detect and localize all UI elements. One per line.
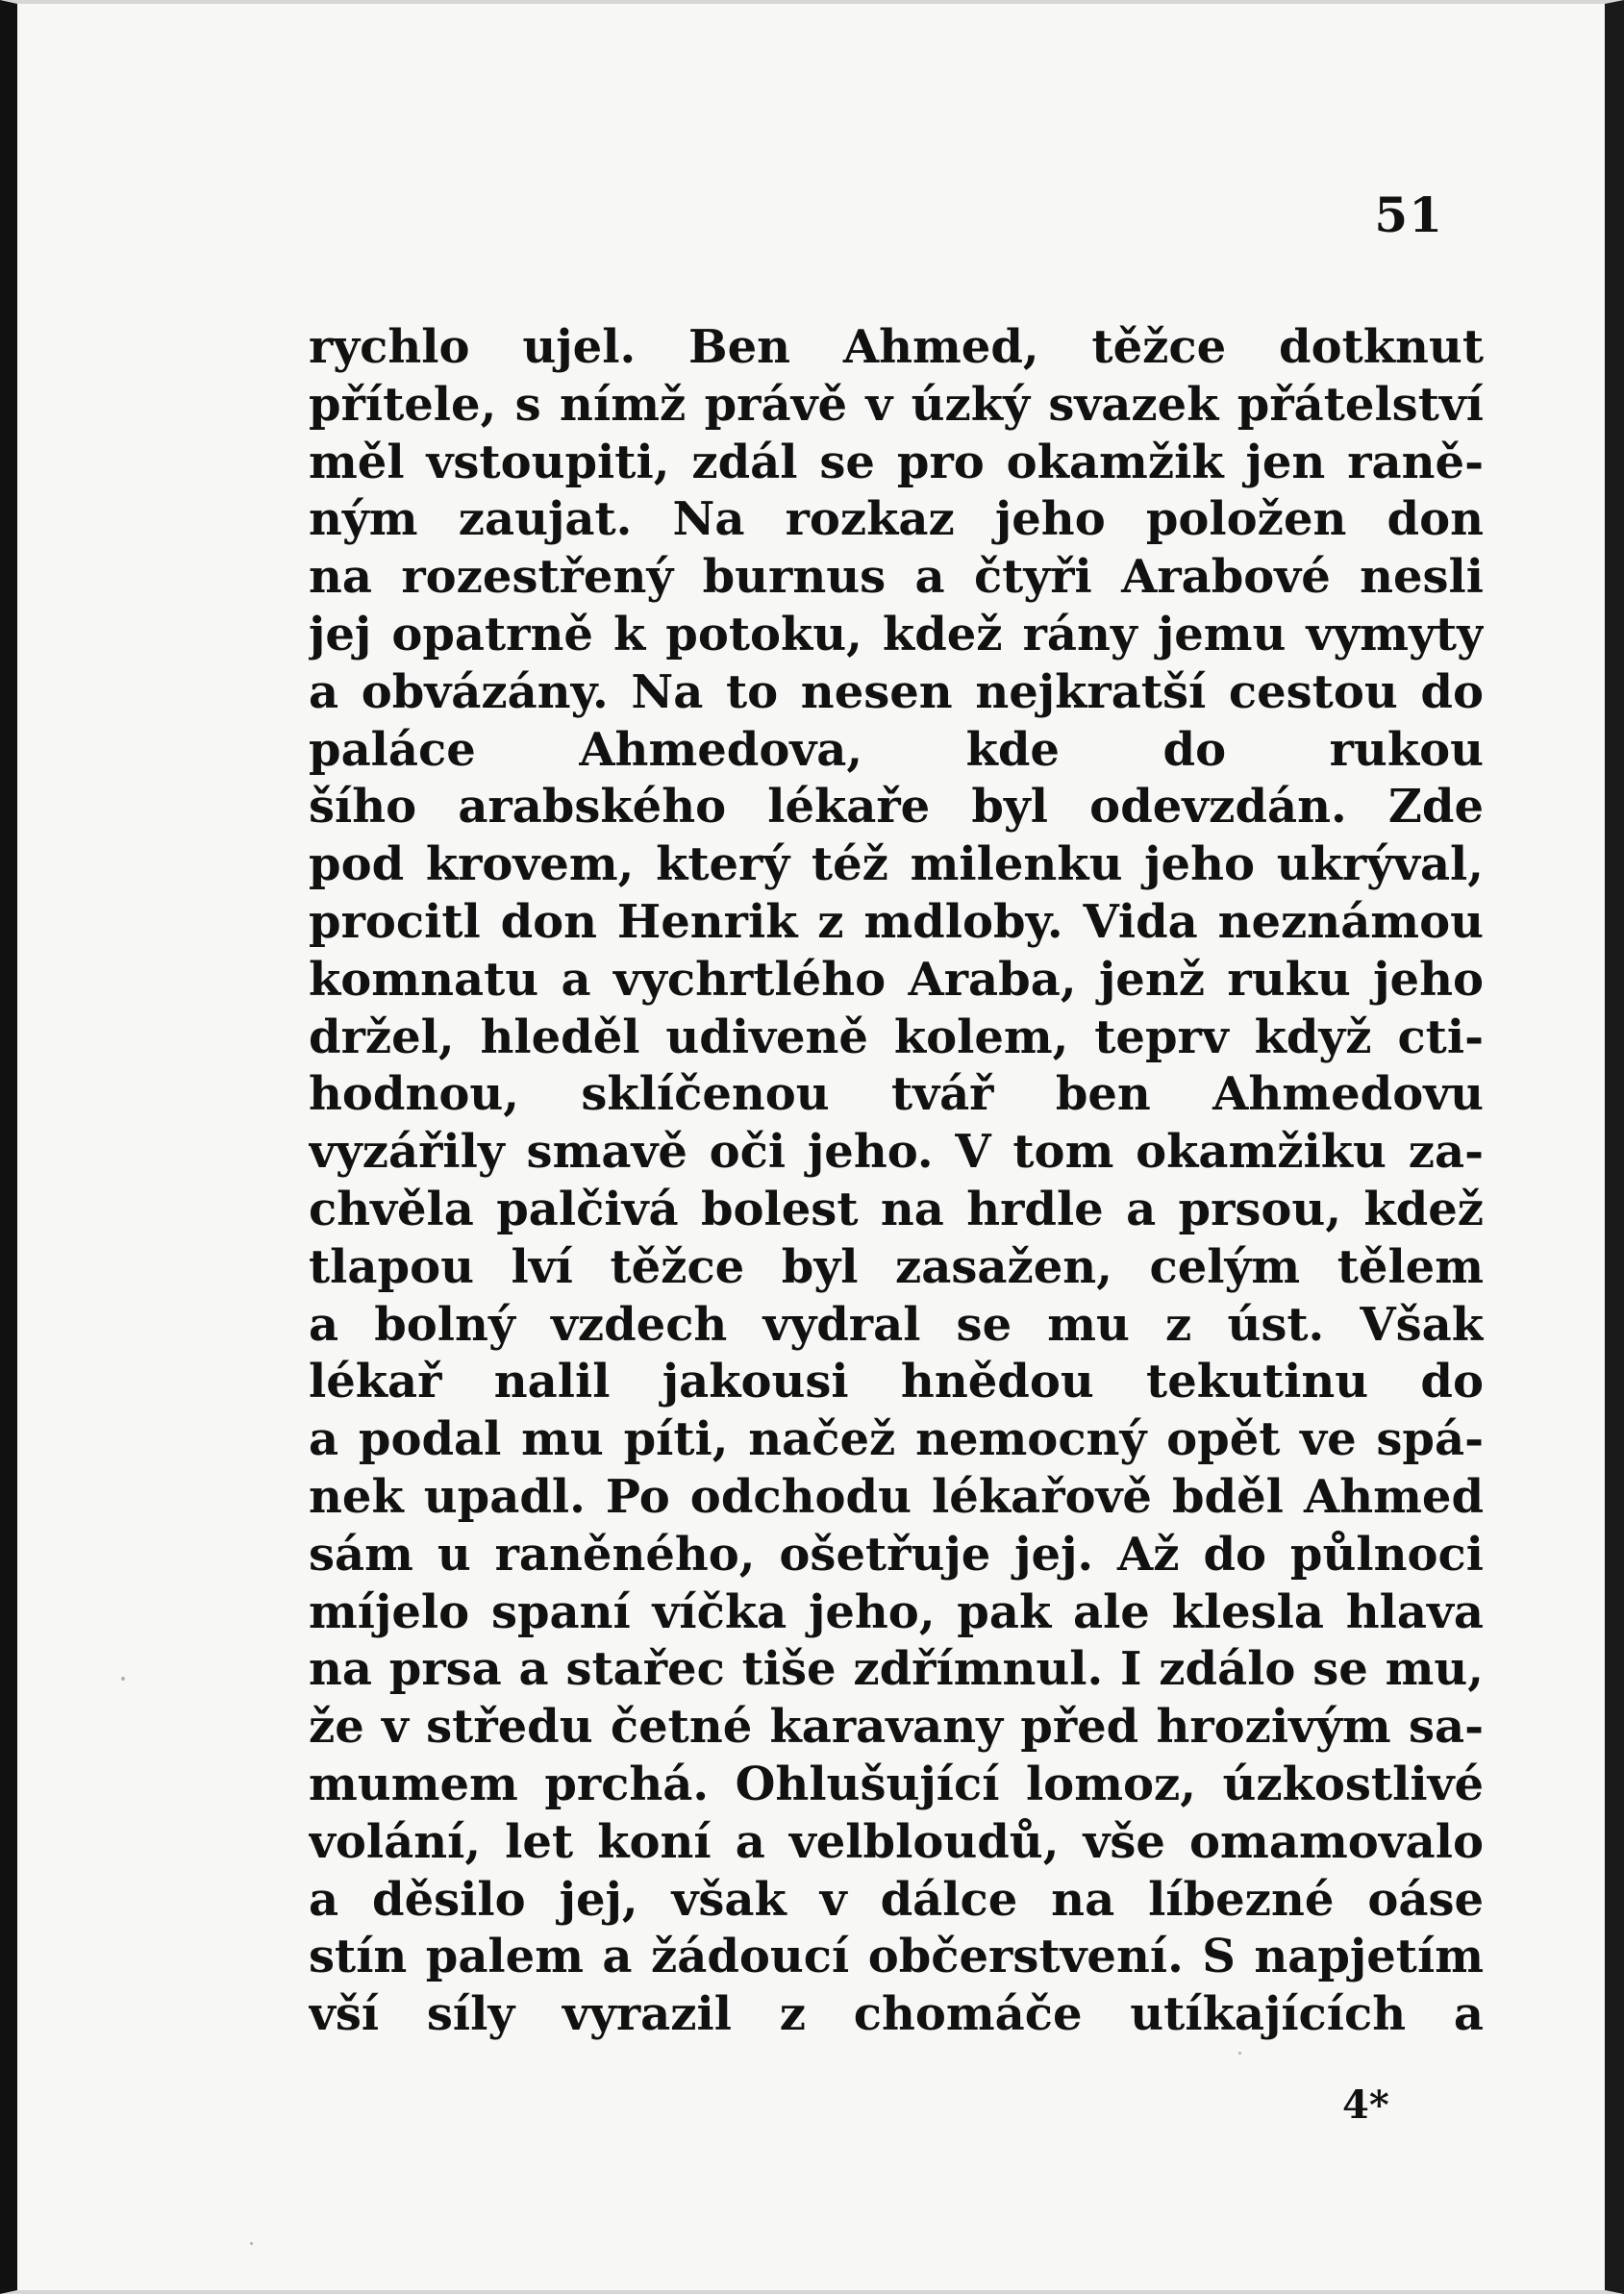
text-line: nek upadl. Po odchodu lékařově bděl Ahmed — [309, 1469, 1484, 1524]
page-number: 51 — [1374, 187, 1443, 243]
text-line: tlapou lví těžce byl zasažen, celým tělem — [309, 1239, 1484, 1294]
text-line: pod krovem, který též milenku jeho ukrýval, — [309, 837, 1484, 892]
text-line: vyzářily smavě oči jeho. V tom okamžiku za- — [309, 1125, 1484, 1180]
text-line: a děsilo jej, však v dálce na líbezné oáse — [309, 1872, 1484, 1927]
text-line: hodnou, sklíčenou tvář ben Ahmedovu — [309, 1067, 1484, 1122]
text-line: rychlo ujel. Ben Ahmed, těžce dotknut — [309, 320, 1484, 374]
text-line: na prsa a stařec tiše zdřímnul. I zdálo se mu, — [309, 1642, 1484, 1697]
text-line: držel, hleděl udiveně kolem, teprv když cti- — [309, 1010, 1484, 1064]
scan-speck — [1238, 2052, 1241, 2055]
text-line: stín palem a žádoucí občerstvení. S napjetím — [309, 1930, 1484, 1984]
text-line: sám u raněného, ošetřuje jej. Až do půlnoci — [309, 1527, 1484, 1582]
text-line: ným zaujat. Na rozkaz jeho položen don — [309, 492, 1484, 547]
text-line: mumem prchá. Ohlušující lomoz, úzkostlivé — [309, 1757, 1484, 1811]
text-line: vší síly vyrazil z chomáče utíkajících a — [309, 1987, 1484, 2042]
text-line: že v středu četné karavany před hrozivým sa- — [309, 1700, 1484, 1755]
text-line: lékař nalil jakousi hnědou tekutinu do — [309, 1355, 1484, 1409]
text-line: chvěla palčivá bolest na hrdle a prsou, kdež — [309, 1182, 1484, 1236]
body-text — [309, 319, 1484, 2044]
text-line: paláce Ahmedova, kde do rukou — [309, 722, 1484, 777]
text-line: na rozestřený burnus a čtyři Arabové nesli — [309, 550, 1484, 605]
text-line: komnatu a vychrtlého Araba, jenž ruku jeho — [309, 952, 1484, 1007]
scan-speck — [250, 2242, 253, 2245]
text-line: jej opatrně k potoku, kdež rány jemu vymyty — [309, 607, 1484, 661]
text-line: procitl don Henrik z mdloby. Vida neznámou — [309, 894, 1484, 949]
text-line: a obvázány. Na to nesen nejkratší cestou do — [309, 664, 1484, 719]
scan-speck — [121, 1677, 125, 1681]
text-line: a podal mu píti, načež nemocný opět ve spá- — [309, 1412, 1484, 1467]
signature-mark: 4* — [1342, 2082, 1389, 2128]
text-line: míjelo spaní víčka jeho, pak ale klesla hlava — [309, 1584, 1484, 1639]
text-line: šího arabského lékaře byl odevzdán. Zde — [309, 780, 1484, 835]
text-line: přítele, s nímž právě v úzký svazek přátelství — [309, 377, 1484, 432]
text-line: a bolný vzdech vydral se mu z úst. Však — [309, 1297, 1484, 1352]
text-line: volání, let koní a velbloudů, vše omamovalo — [309, 1814, 1484, 1869]
text-line: měl vstoupiti, zdál se pro okamžik jen raně- — [309, 435, 1484, 489]
